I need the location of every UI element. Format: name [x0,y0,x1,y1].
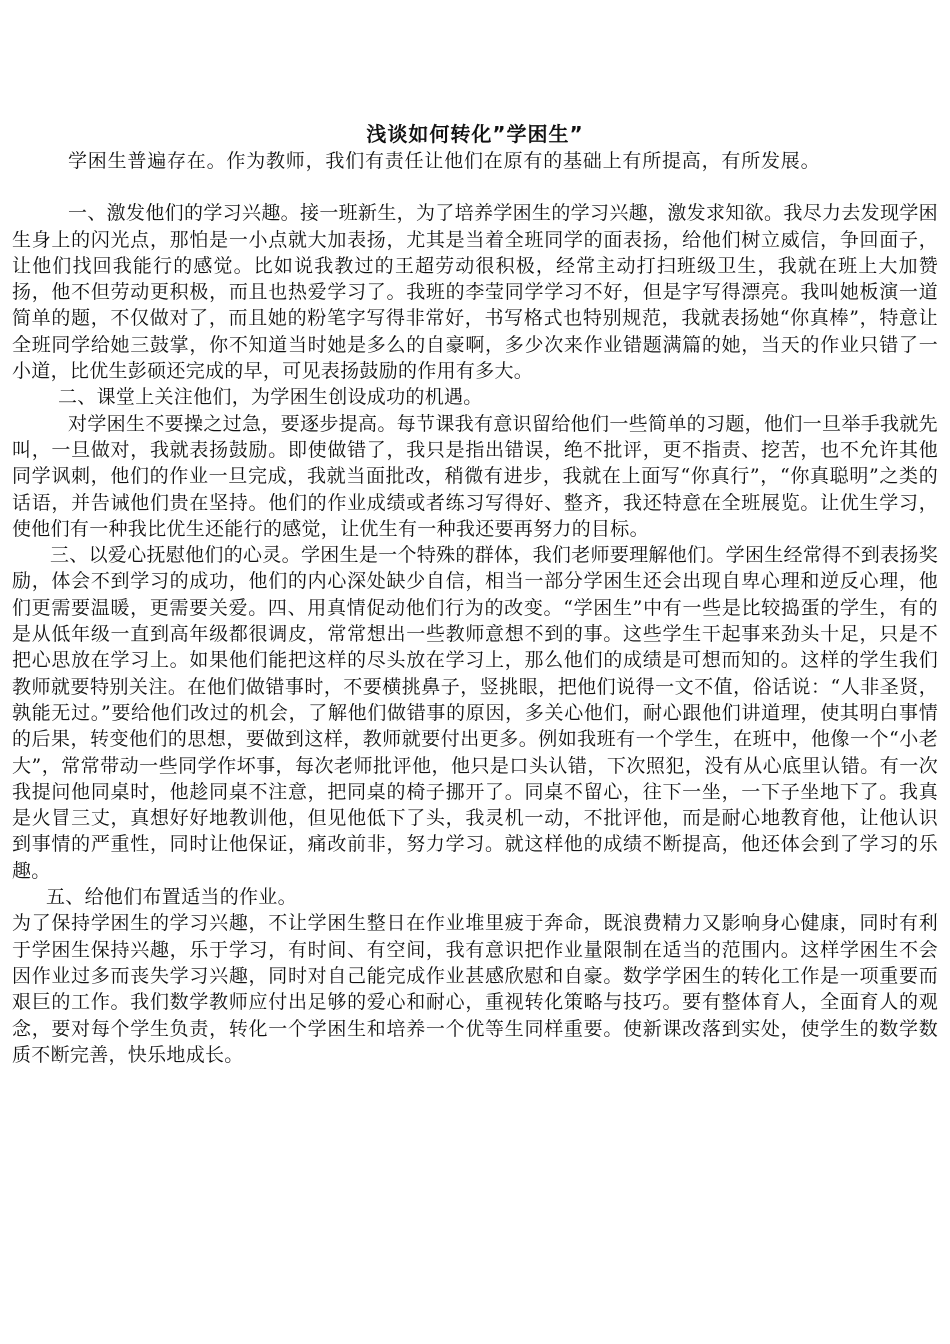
intro-paragraph: 学困生普遍存在。作为教师，我们有责任让他们在原有的基础上有所提高，有所发展。 [68,150,821,172]
section-2-paragraph: 对学困生不要操之过急，要逐步提高。每节课我有意识留给他们一些简单的习题，他们一旦举手我就先叫，一旦做对，我就表扬鼓励。即使做错了，我只是指出错误，绝不批评，更不指责、挖苦，也不允许其他同学讽刺，他们的作业一旦完成，我就当面批改，稍微有进步，我就在上面写“你真行”，“你真聪明”之类的话语，并告诫他们贵在坚持。他们的作业成绩或者练习写得好、整齐，我还特意在全班展览。让优生学习，使他们有一种我比优生还能行的感觉，让优生有一种我还要再努力的目标。 [12,412,938,540]
document-title: 浅谈如何转化”学困生” [366,122,584,146]
section-1-paragraph: 一、激发他们的学习兴趣。接一班新生，为了培养学困生的学习兴趣，激发求知欲。我尽力去发现学困生身上的闪光点，那怕是一小点就大加表扬，尤其是当着全班同学的面表扬，给他们树立威信，争回面子，让他们找回我能行的感觉。比如说我教过的王超劳动很积极，经常主动打扫班级卫生，我就在班上大加赞扬，他不但劳动更积极，而且也热爱学习了。我班的李莹同学学习不好，但是字写得漂亮。我叫她板演一道简单的题，不仅做对了，而且她的粉笔字写得非常好，书写格式也特别规范，我就表扬她“你真棒”，特意让全班同学给她三鼓掌，你不知道当时她是多么的自豪啊，多少次来作业错题满篇的她，当天的作业只错了一小道，比优生彭硕还完成的早，可见表扬鼓励的作用有多大。 [12,202,938,383]
document-page [12,120,938,1068]
section-3-paragraph: 三、以爱心抚慰他们的心灵。学困生是一个特殊的群体，我们老师要理解他们。学困生经常得不到表扬奖励，体会不到学习的成功，他们的内心深处缺少自信，相当一部分学困生还会出现自卑心理和逆反心理，他们更需要温暖，更需要关爱。四、用真情促动他们行为的改变。“学困生”中有一些是比较捣蛋的学生，有的是从低年级一直到高年级都很调皮，常常想出一些教师意想不到的事。这些学生干起事来劲头十足，只是不把心思放在学习上。如果他们能把这样的尽头放在学习上，那么他们的成绩是可想而知的。这样的学生我们教师就要特别关注。在他们做错事时，不要横挑鼻子，竖挑眼，把他们说得一文不值，俗话说：“人非圣贤，孰能无过。”要给他们改过的机会，了解他们做错事的原因，多关心他们，耐心跟他们讲道理，使其明白事情的后果，转变他们的思想，要做到这样，教师就要付出更多。例如我班有一个学生，在班中，他像一个“小老大”，常常带动一些同学作坏事，每次老师批评他，他只是口头认错，下次照犯，没有从心底里认错。有一次我提问他同桌时，他趁同桌不注意，把同桌的椅子挪开了。同桌不留心，往下一坐，一下子坐地下了。我真是火冒三丈，真想好好地教训他，但见他低下了头，我灵机一动，不批评他，而是耐心地教育他，让他认识到事情的严重性，同时让他保证，痛改前非，努力学习。就这样他的成绩不断提高，他还体会到了学习的乐趣。 [12,544,938,882]
section-2-heading: 二、课堂上关注他们，为学困生创设成功的机遇。 [58,386,483,409]
section-5-paragraph: 为了保持学困生的学习兴趣，不让学困生整日在作业堆里疲于奔命，既浪费精力又影响身心健康，同时有利于学困生保持兴趣，乐于学习，有时间、有空间，我有意识把作业量限制在适当的范围内。这样学困生不会因作业过多而丧失学习兴趣，同时对自己能完成作业甚感欣慰和自豪。数学学困生的转化工作是一项重要而艰巨的工作。我们数学教师应付出足够的爱心和耐心，重视转化策略与技巧。要有整体育人，全面育人的观念，要对每个学生负责，转化一个学困生和培养一个优等生同样重要。使新课改落到实处，使学生的数学数质不断完善，快乐地成长。 [12,912,938,1066]
section-5-heading: 五、给他们布置适当的作业。 [46,886,297,909]
